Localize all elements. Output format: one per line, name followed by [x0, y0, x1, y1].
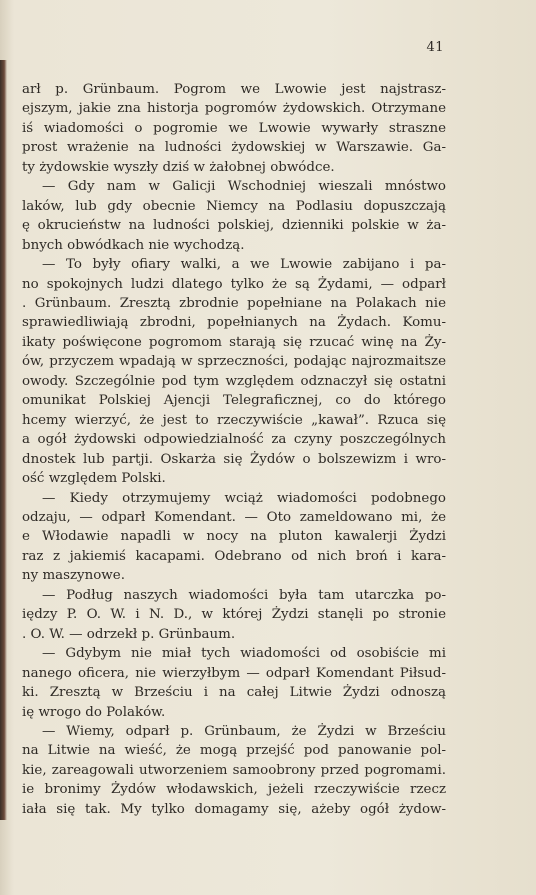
text-line: hcemy wierzyć, że jest to rzeczywiście „kawał”. Rzuca się — [22, 412, 446, 428]
text-line: ny maszynowe. — [22, 568, 125, 584]
text-line: na Litwie na wieść, że mogą przejść pod panowanie pol- — [22, 743, 446, 759]
text-line: dnostek lub partji. Oskarża się Żydów o bolszewizm i wro- — [22, 451, 446, 467]
text-line: odzaju, — odparł Komendant. — Oto zameldowano mi, że — [22, 509, 446, 525]
text-line: ie bronimy Żydów włodawskich, jeżeli rzeczywiście rzecz — [22, 782, 446, 798]
text-line: omunikat Polskiej Ajencji Telegraficznej, co do którego — [22, 393, 446, 409]
text-line: sprawiedliwiają zbrodni, popełnianych na Żydach. Komu- — [22, 315, 446, 331]
text-line: ikaty poświęcone pogromom starają się rzucać winę na Ży- — [22, 334, 446, 350]
text-line: ię wrogo do Polaków. — [22, 704, 166, 720]
text-line: ów, przyczem wpadają w sprzeczności, podając najrozmaitsze — [22, 354, 446, 370]
text-line: — Gdy nam w Galicji Wschodniej wieszali mnóstwo — [42, 179, 446, 195]
text-line: iała się tak. My tylko domagamy się, ażeby ogół żydow- — [22, 801, 446, 817]
text-line: no spokojnych ludzi dlatego tylko że są Żydami, — odparł — [22, 276, 446, 292]
text-line: ki. Zresztą w Brześciu i na całej Litwie Żydzi odnoszą — [22, 685, 446, 701]
text-line: iś wiadomości o pogromie we Lwowie wywarły straszne — [22, 120, 446, 136]
text-line: ty żydowskie wyszły dziś w żałobnej obwódce. — [22, 159, 335, 175]
text-line: ejszym, jakie zna historja pogromów żydowskich. Otrzymane — [22, 101, 446, 117]
text-line: owody. Szczególnie pod tym względem odznaczył się ostatni — [22, 373, 446, 389]
text-line: kie, zareagowali utworzeniem samoobrony przed pogromami. — [22, 762, 446, 778]
text-line: laków, lub gdy obecnie Niemcy na Podlasiu dopuszczają — [22, 198, 446, 214]
binding-edge — [0, 60, 7, 820]
text-line: . Grünbaum. Zresztą zbrodnie popełniane na Polakach nie — [22, 295, 446, 311]
text-line: iędzy P. O. W. i N. D., w której Żydzi stanęli po stronie — [22, 607, 446, 623]
text-line: — Podług naszych wiadomości była tam utarczka po- — [42, 587, 446, 603]
text-line: bnych obwódkach nie wychodzą. — [22, 237, 245, 253]
text-line: ość względem Polski. — [22, 471, 166, 487]
text-line: . O. W. — odrzekł p. Grünbaum. — [22, 626, 236, 642]
text-line: a ogół żydowski odpowiedzialność za czyny poszczególnych — [22, 432, 446, 448]
text-line: e Włodawie napadli w nocy na pluton kawalerji Żydzi — [22, 529, 446, 545]
text-line: nanego oficera, nie wierzyłbym — odparł Komendant Piłsud- — [22, 665, 446, 681]
text-line: prost wrażenie na ludności żydowskiej w Warszawie. Ga- — [22, 140, 446, 156]
text-line: ę okrucieństw na ludności polskiej, dzienniki polskie w ża- — [22, 218, 446, 234]
text-line: — Wiemy, odparł p. Grünbaum, że Żydzi w Brześciu — [42, 723, 446, 739]
text-line: — Kiedy otrzymujemy wciąż wiadomości podobnego — [42, 490, 446, 506]
text-line: arł p. Grünbaum. Pogrom we Lwowie jest najstrasz- — [22, 82, 446, 97]
text-line: — To były ofiary walki, a we Lwowie zabijano i pa- — [42, 257, 446, 273]
body-text — [22, 80, 446, 819]
text-line: — Gdybym nie miał tych wiadomości od osobiście mi — [42, 646, 446, 662]
page-number: 41 — [426, 40, 444, 55]
text-line: raz z jakiemiś kacapami. Odebrano od nich broń i kara- — [22, 548, 446, 564]
